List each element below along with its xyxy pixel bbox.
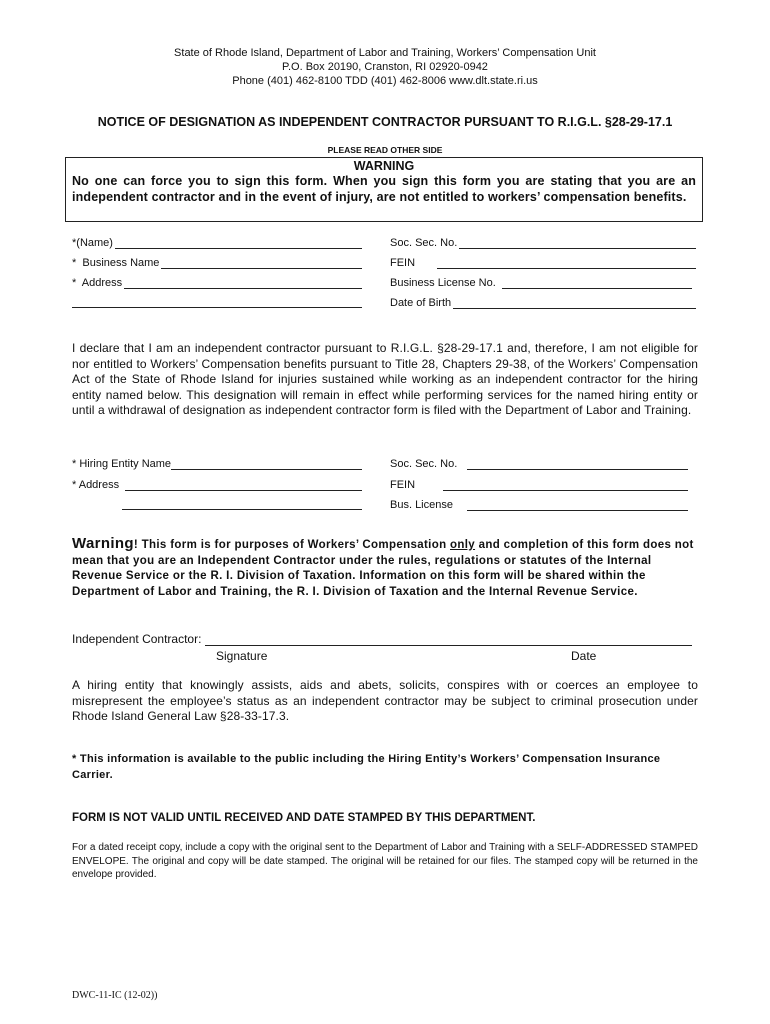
hiring-ssn-label: Soc. Sec. No. bbox=[390, 458, 458, 470]
contractor-ssn-field[interactable] bbox=[390, 237, 696, 249]
signature-label: Independent Contractor: bbox=[72, 632, 202, 646]
not-valid-notice: FORM IS NOT VALID UNTIL RECEIVED AND DATE STAMPED BY THIS DEPARTMENT. bbox=[72, 812, 536, 824]
contractor-name-field[interactable] bbox=[72, 237, 362, 249]
hiring-fein-label: FEIN bbox=[390, 479, 416, 491]
form-title: NOTICE OF DESIGNATION AS INDEPENDENT CONTRACTOR PURSUANT TO R.I.G.L. §28-29-17.1 bbox=[97, 115, 673, 129]
business-name-field[interactable] bbox=[72, 257, 362, 269]
hiring-fein-field[interactable] bbox=[390, 479, 688, 491]
contractor-address-field[interactable] bbox=[72, 277, 362, 289]
declaration-paragraph: I declare that I am an independent contractor pursuant to R.I.G.L. §28-29-17.1 and, therefore, I am not eligible for nor entitled to Workers’ Compensation benefits pursuant to Title 28, Chapters 29-38, of the Workers’ Compensation Act of the State of Rhode Island for injuries sustained while working as an independent contractor for the hiring entity named below. This designation will remain in effect while performing services for the named hiring entity or until a withdrawal of designation as independent contractor form is filed with the Department of Labor and Training. bbox=[72, 341, 698, 417]
business-license-label: Business License No. bbox=[390, 277, 496, 289]
hiring-ssn-field[interactable] bbox=[390, 458, 688, 470]
warning-only: only bbox=[450, 539, 476, 551]
contractor-ssn-label: Soc. Sec. No. bbox=[390, 237, 458, 249]
hiring-bus-license-field[interactable] bbox=[390, 499, 688, 511]
warning-body: No one can force you to sign this form. When you sign this form you are stating that you are an independent contractor and in the event of injury, are not entitled to workers’ compensation benefits. bbox=[72, 174, 696, 204]
date-of-birth-label: Date of Birth bbox=[390, 297, 452, 309]
hiring-bus-license-label: Bus. License bbox=[390, 499, 453, 511]
contractor-fein-field[interactable] bbox=[390, 257, 696, 269]
warning-box bbox=[65, 157, 703, 222]
agency-header-line1: State of Rhode Island, Department of Labor and Training, Workers’ Compensation Unit bbox=[174, 47, 596, 59]
hiring-entity-address-field[interactable] bbox=[72, 479, 362, 491]
receipt-note: For a dated receipt copy, include a copy with the original sent to the Department of Labor and Training with a SELF-ADDRESSED STAMPED ENVELOPE. The original and copy will be date stamped. The original will be retained for our files. The stamped copy will be returned in the envelope provided. bbox=[72, 842, 698, 880]
hiring-entity-name-label: * Hiring Entity Name bbox=[72, 458, 172, 470]
irs-warning-paragraph bbox=[72, 536, 698, 600]
warning-part1: ! This form is for purposes of Workers’ Compensation bbox=[133, 539, 450, 551]
contractor-fein-label: FEIN bbox=[390, 257, 416, 269]
business-name-label: * Business Name bbox=[72, 257, 160, 269]
public-info-note: * This information is available to the public including the Hiring Entity’s Workers’ Compensation Insurance Carrier. bbox=[72, 753, 661, 781]
agency-header-line3: Phone (401) 462-8100 TDD (401) 462-8006 www.dlt.state.ri.us bbox=[232, 75, 538, 87]
warning-part2: and completion of this form does not mean that you are an Independent Contractor under the rules, regulations or statutes of the Internal Revenue Service or the R. I. Division of Taxation. Information on this form will be shared within the Department of Labor and Training, the R. I. Division of Taxation and the Internal Revenue Service. bbox=[72, 539, 694, 598]
hiring-entity-name-field[interactable] bbox=[72, 458, 362, 470]
contractor-name-label: *(Name) bbox=[72, 237, 113, 249]
agency-header-line2: P.O. Box 20190, Cranston, RI 02920-0942 bbox=[282, 61, 488, 73]
warning-lead: Warning bbox=[72, 535, 134, 552]
hiring-entity-address-line2-field[interactable] bbox=[122, 499, 362, 510]
contractor-address-label: * Address bbox=[72, 277, 123, 289]
signature-field[interactable] bbox=[72, 632, 692, 646]
read-other-side-note: PLEASE READ OTHER SIDE bbox=[327, 145, 443, 155]
date-caption: Date bbox=[571, 649, 597, 663]
signature-caption: Signature bbox=[216, 649, 268, 663]
hiring-entity-address-label: * Address bbox=[72, 479, 120, 491]
business-license-field[interactable] bbox=[390, 277, 692, 289]
warning-title: WARNING bbox=[353, 159, 415, 173]
hiring-entity-warning: A hiring entity that knowingly assists, aids and abets, solicits, conspires with or coerces an employee to misrepresent the employee’s status as an independent contractor may be subject to criminal prosecution under Rhode Island General Law §28-33-17.3. bbox=[72, 678, 698, 723]
date-of-birth-field[interactable] bbox=[390, 297, 696, 309]
form-id: DWC-11-IC (12-02)) bbox=[72, 990, 158, 1001]
contractor-address-line2-field[interactable] bbox=[72, 297, 362, 308]
